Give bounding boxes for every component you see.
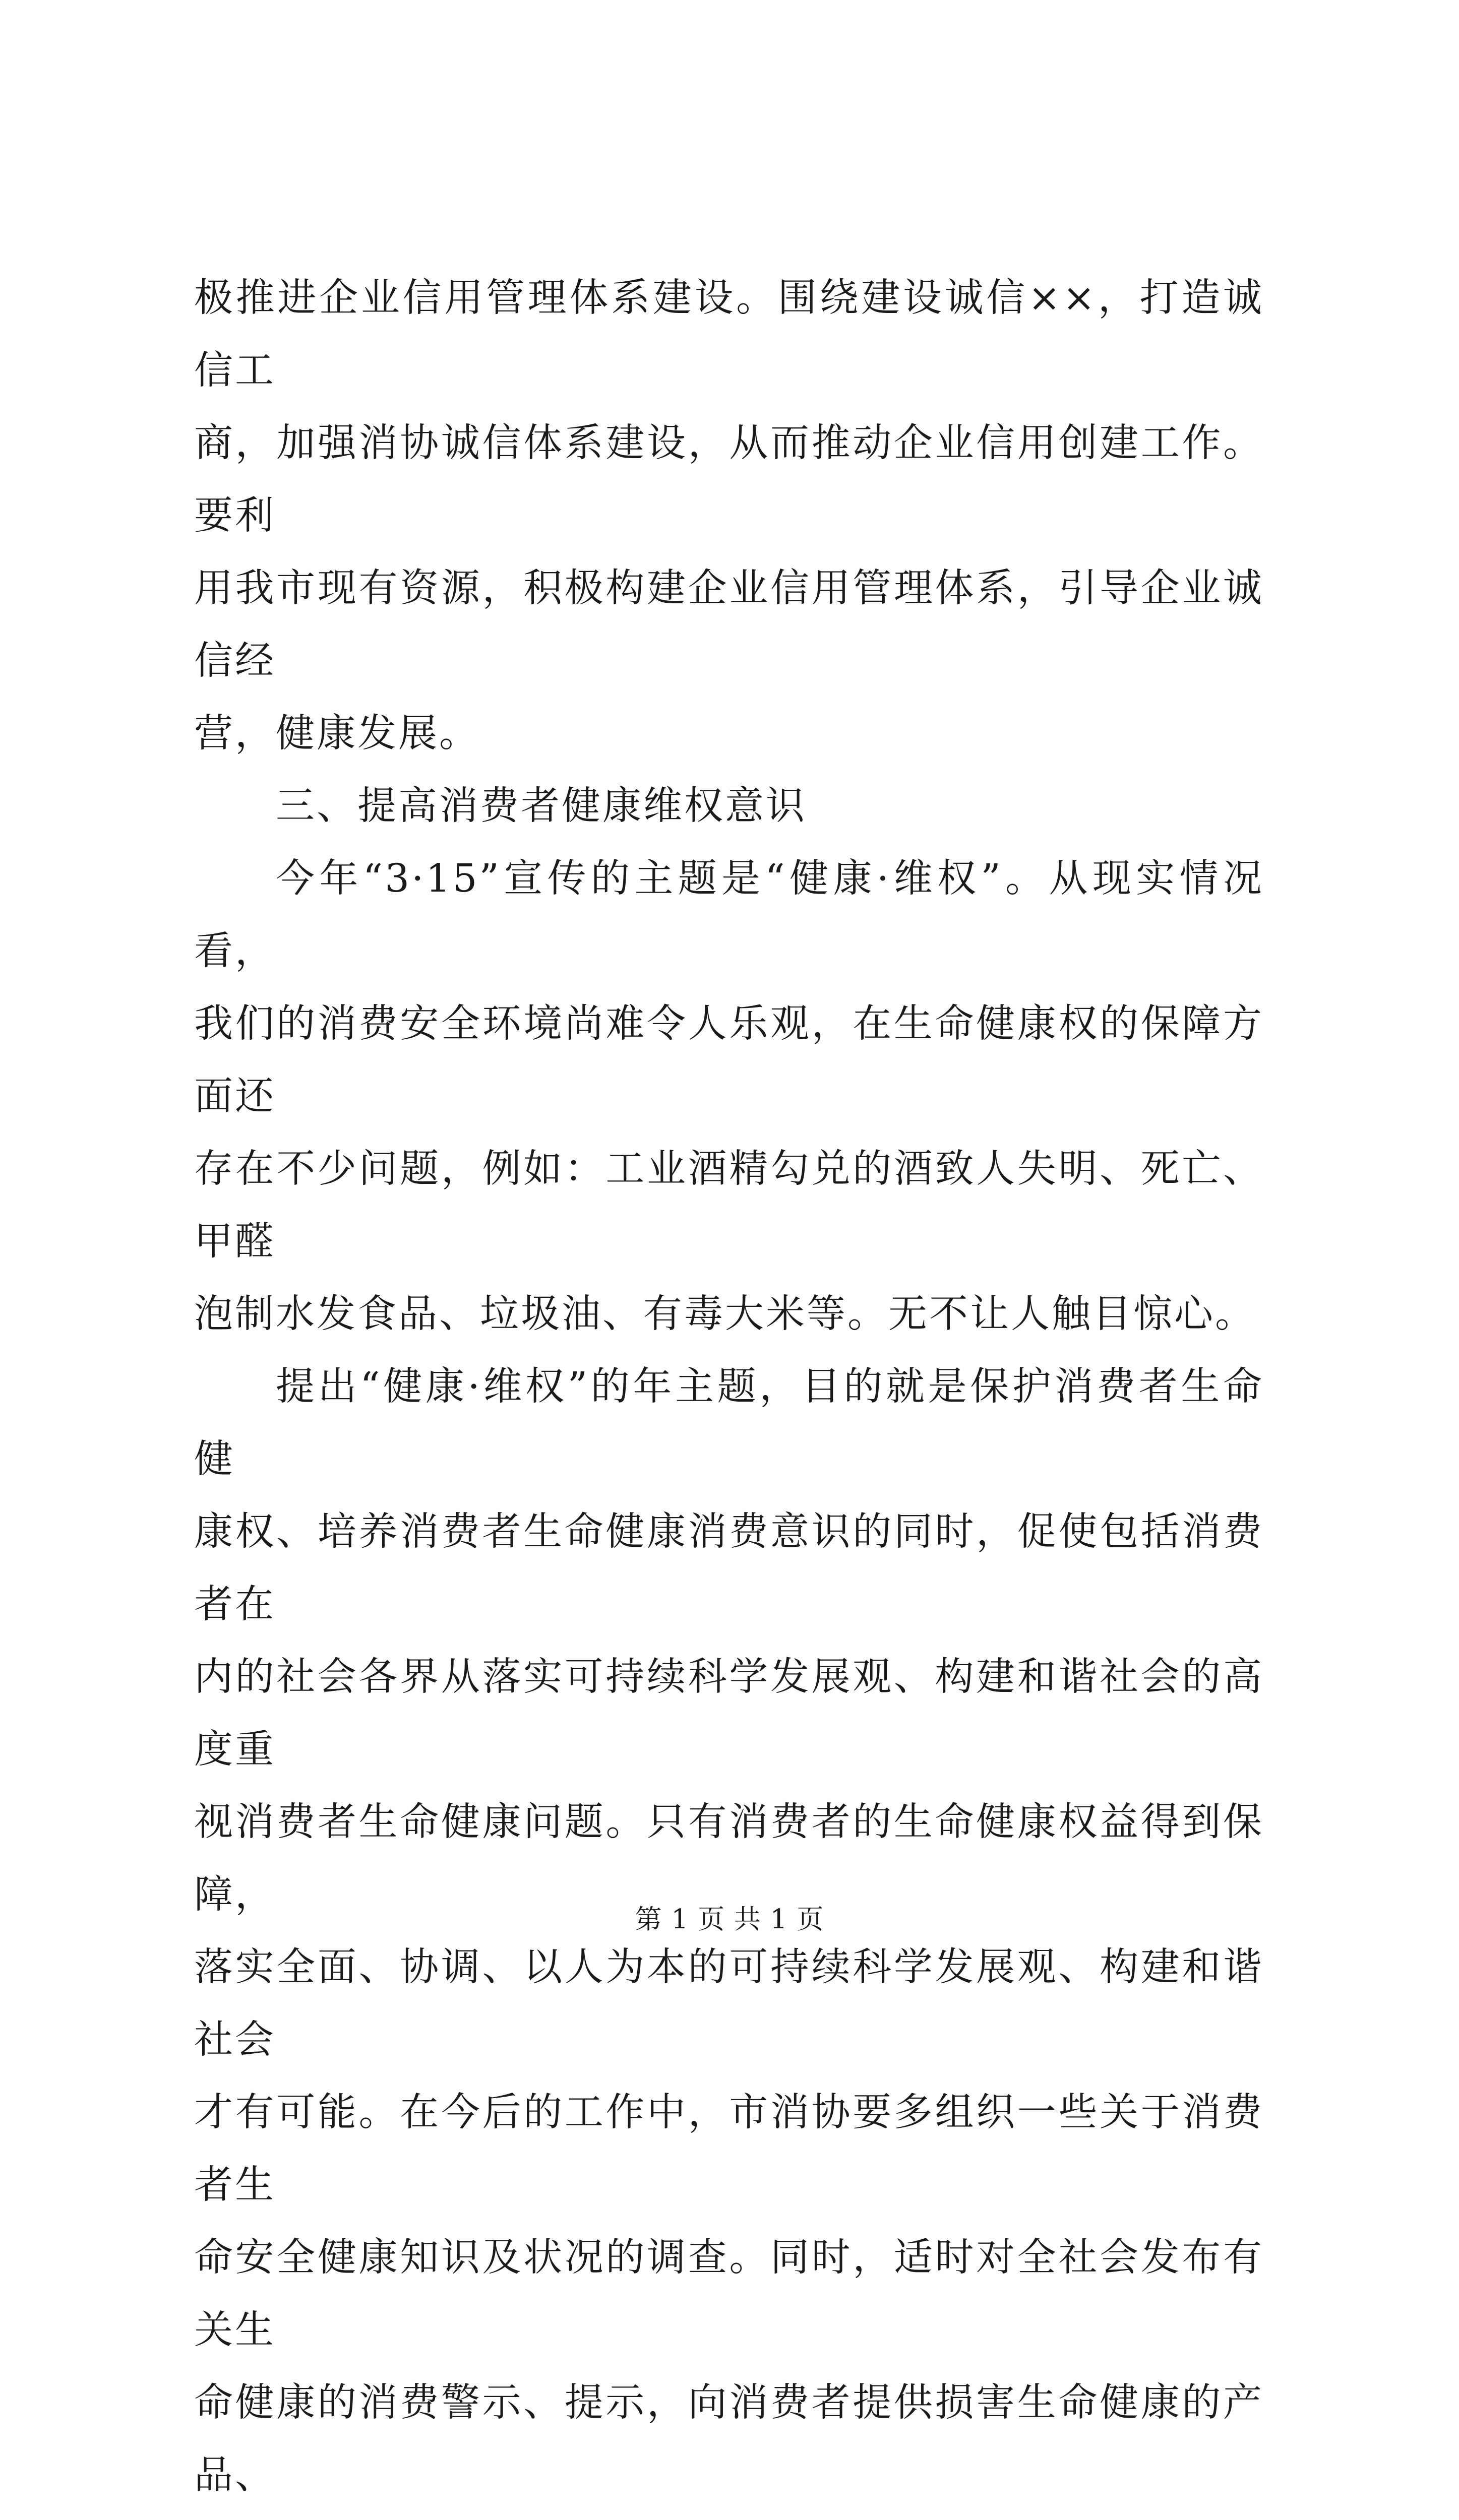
text-line: 商，加强消协诚信体系建设，从而推动企业信用创建工作。要利 [194,421,1264,538]
text-line: 存在不少问题，例如：工业酒精勾兑的酒致人失明、死亡、甲醛 [194,1147,1264,1264]
paragraph-theme [194,843,1264,1351]
text-line: 今年“3·15”宣传的主题是“健康·维权”。从现实情况看， [194,856,1264,974]
text-line: 营，健康发展。 [194,711,480,756]
text-line: 命健康的消费警示、提示，向消费者提供损害生命健康的产品、 [194,2380,1264,2498]
text-line: 极推进企业信用管理体系建设。围绕建设诚信××，打造诚信工 [194,276,1264,393]
text-line: 我们的消费安全环境尚难令人乐观，在生命健康权的保障方面还 [194,1001,1264,1119]
text-line: 泡制水发食品、垃圾油、有毒大米等。无不让人触目惊心。 [194,1292,1256,1337]
paragraph-credit-system [194,262,1264,770]
text-line: 视消费者生命健康问题。只有消费者的生命健康权益得到保障， [194,1800,1264,1917]
text-line: 三、提高消费者健康维权意识 [276,784,807,829]
text-line: 提出“健康·维权”的年主题，目的就是保护消费者生命健 [194,1364,1264,1482]
text-line: 内的社会各界从落实可持续科学发展观、构建和谐社会的高度重 [194,1655,1264,1772]
text-line: 才有可能。在今后的工作中，市消协要多组织一些关于消费者生 [194,2090,1264,2208]
text-line: 落实全面、协调、以人为本的可持续科学发展观、构建和谐社会 [194,1945,1264,2062]
section-heading [194,770,1264,843]
page-footer [0,1902,1459,1937]
document-body [194,262,1264,2520]
text-line: 用我市现有资源，积极构建企业信用管理体系，引导企业诚信经 [194,566,1264,683]
text-line: 康权、培养消费者生命健康消费意识的同时，促使包括消费者在 [194,1509,1264,1627]
page-number: 第 1 页 共 1 页 [635,1904,824,1935]
text-line: 命安全健康知识及状况的调查。同时，适时对全社会发布有关生 [194,2235,1264,2353]
